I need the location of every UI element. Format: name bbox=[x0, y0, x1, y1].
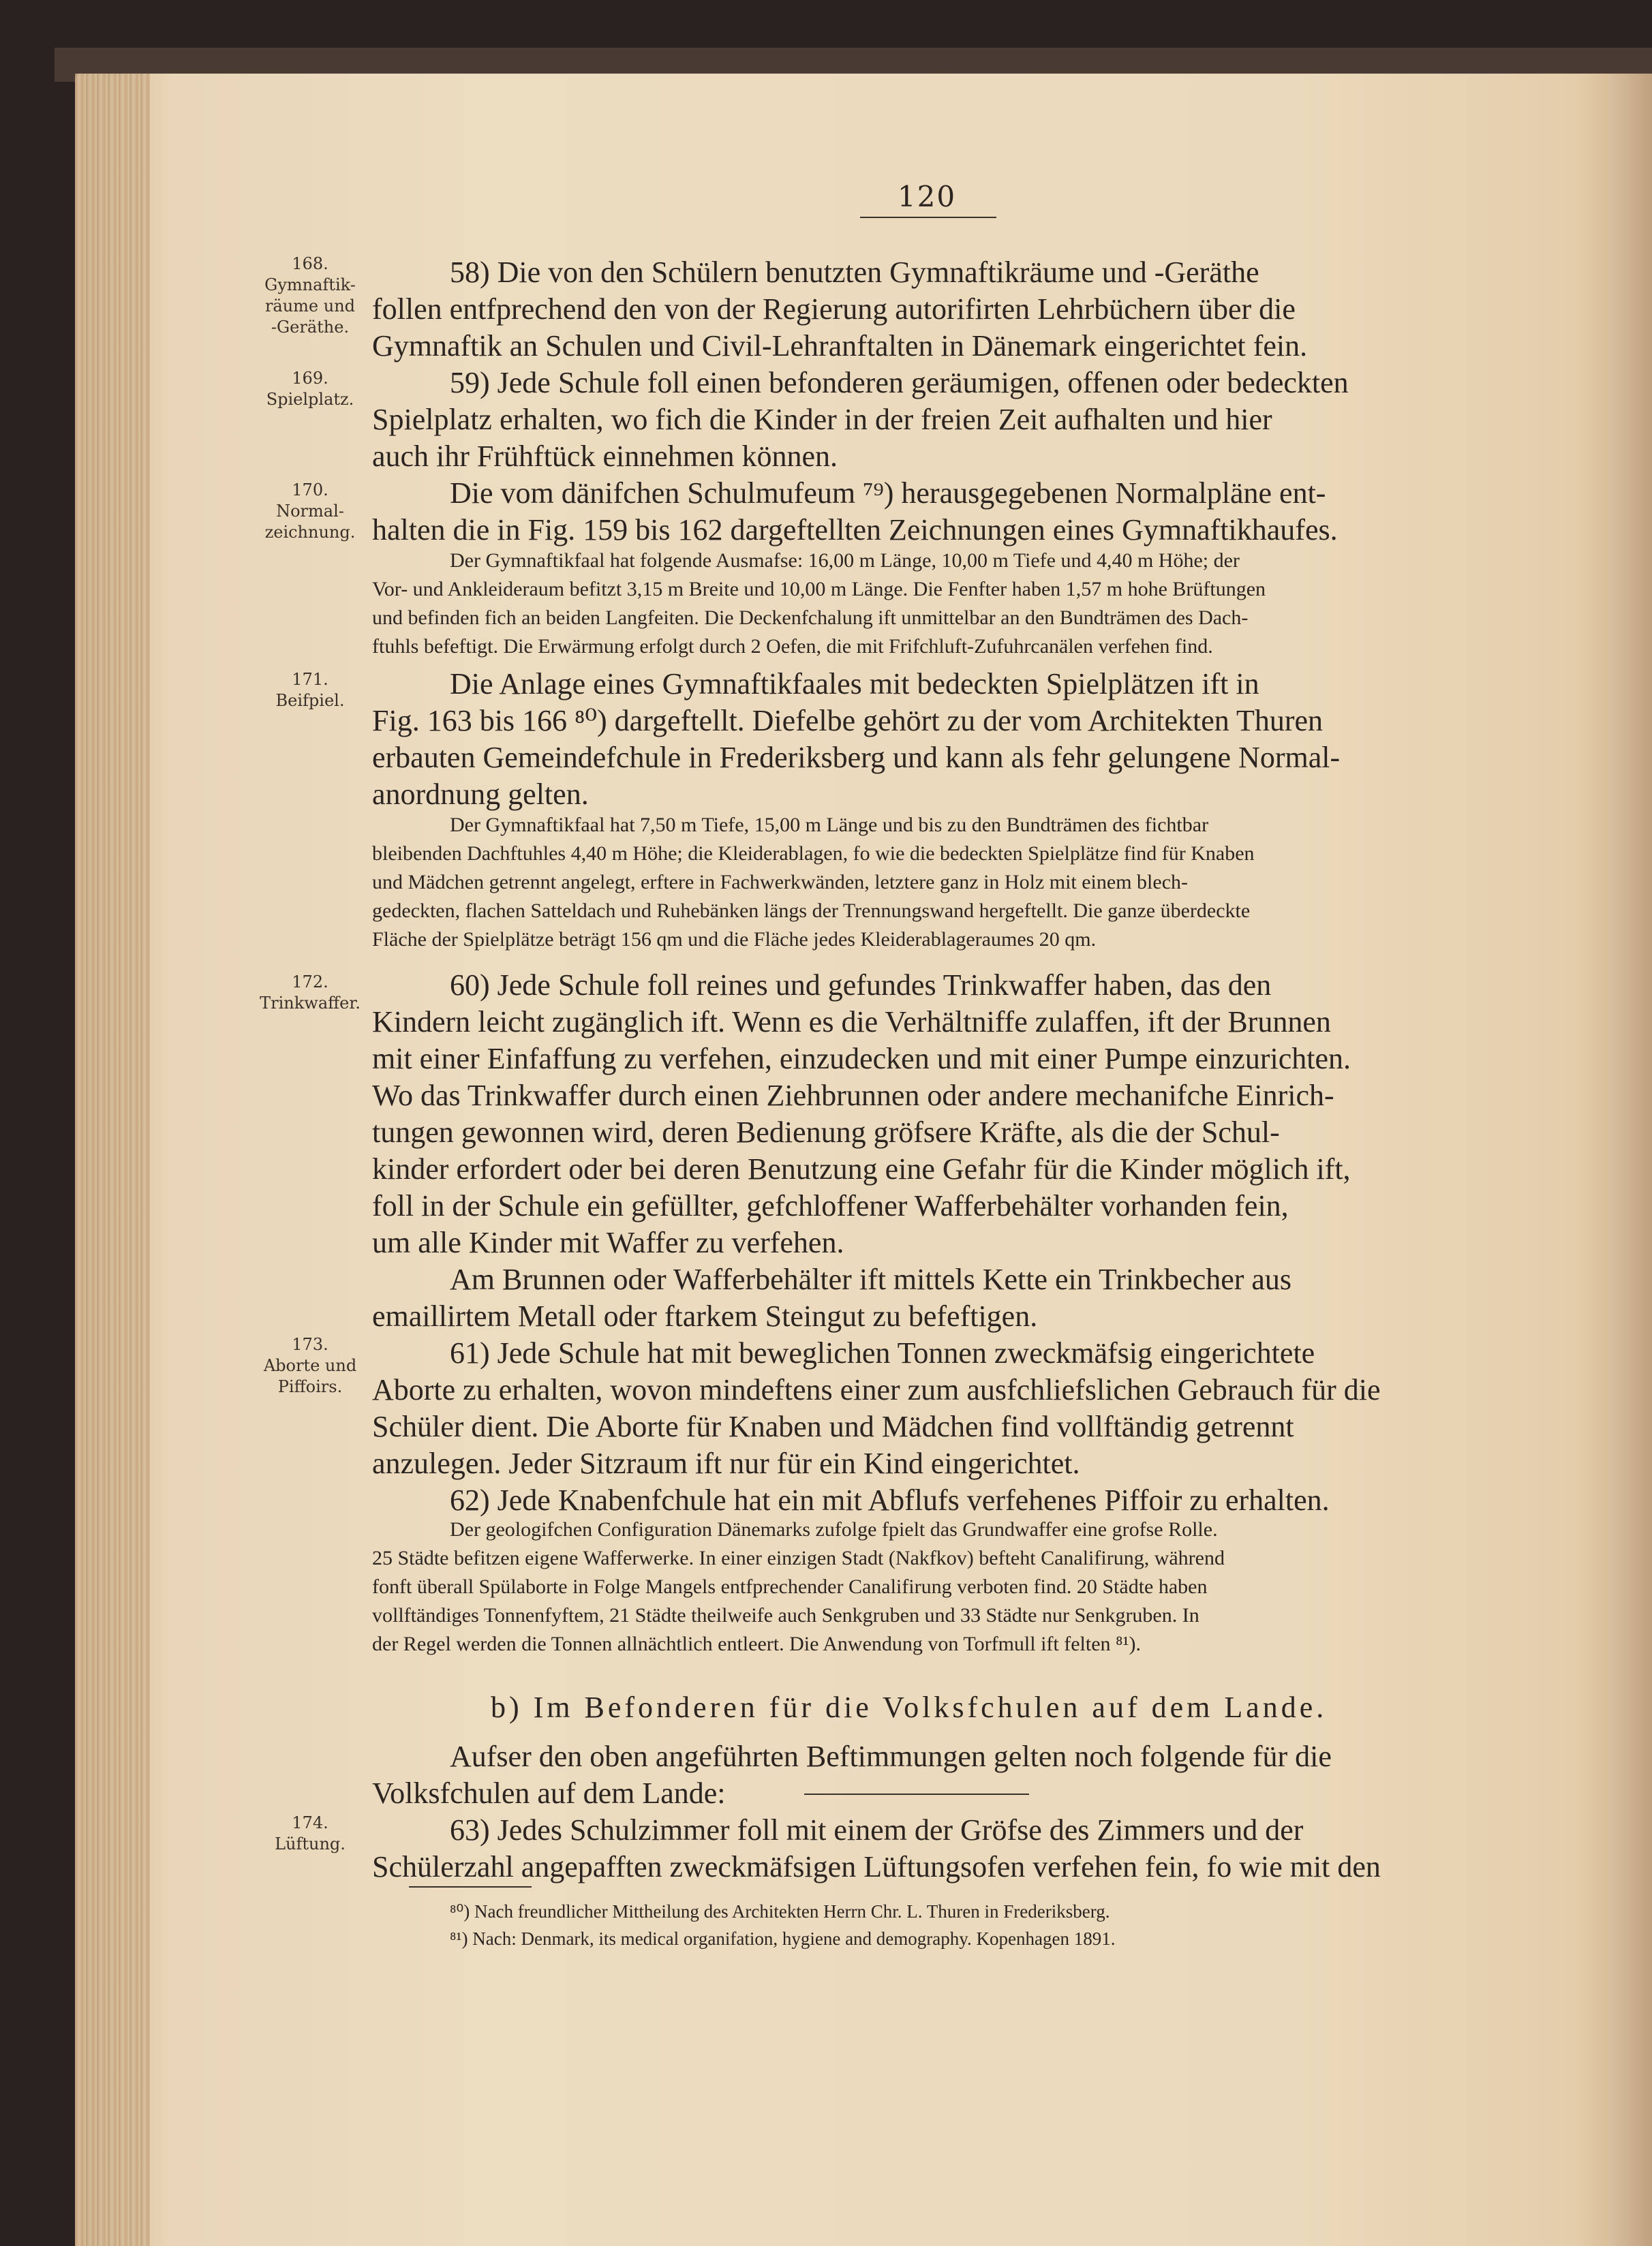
margin-note-168 bbox=[242, 253, 378, 338]
margin-note-171 bbox=[242, 669, 378, 711]
body-line: erbauten Gemeindefchule in Frederiksberg und kann als fehr gelungene Normal- bbox=[372, 741, 1341, 774]
body-line: 60) Jede Schule foll reines und gefundes Trinkwaffer haben, das den bbox=[450, 968, 1272, 1002]
small-line: der Regel werden die Tonnen allnächtlich entleert. Die Anwendung von Torfmull ift felten ⁸¹). bbox=[372, 1633, 1141, 1655]
body-line: Aufser den oben angeführten Beftimmungen gelten noch folgende für die bbox=[450, 1740, 1332, 1773]
body-line: Schüler dient. Die Aborte für Knaben und Mädchen find vollftändig getrennt bbox=[372, 1410, 1294, 1443]
margin-note-line: 173. bbox=[292, 1335, 328, 1354]
body-line: auch ihr Frühftück einnehmen können. bbox=[372, 440, 838, 473]
body-line: um alle Kinder mit Waffer zu verfehen. bbox=[372, 1226, 844, 1259]
margin-note-line: 172. bbox=[292, 972, 328, 991]
margin-note-line: 170. bbox=[292, 480, 328, 499]
small-line: Der Gymnaftikfaal hat 7,50 m Tiefe, 15,00 m Länge und bis zu den Bundträmen des fichtbar bbox=[450, 814, 1209, 836]
margin-note-line: Normal- bbox=[276, 502, 344, 521]
body-line: emaillirtem Metall oder ftarkem Steingut zu befeftigen. bbox=[372, 1299, 1038, 1333]
small-line: fonft überall Spülaborte in Folge Mangels entfprechender Canalifirung verboten find. 20 Städte haben bbox=[372, 1575, 1208, 1598]
body-line: Die vom dänifchen Schulmufeum ⁷⁹) herausgegebenen Normalpläne ent- bbox=[450, 476, 1326, 510]
body-line: Schülerzahl angepafften zweckmäfsigen Lüftungsofen verfehen fein, fo wie mit den bbox=[372, 1850, 1381, 1883]
body-line: Kindern leicht zugänglich ift. Wenn es die Verhältniffe zulaffen, ift der Brunnen bbox=[372, 1005, 1331, 1039]
page-number: 120 bbox=[897, 180, 957, 213]
footnote-80: ⁸⁰) Nach freundlicher Mittheilung des Architekten Herrn Chr. L. Thuren in Frederiksberg. bbox=[450, 1901, 1110, 1922]
margin-note-line: Lüftung. bbox=[275, 1834, 346, 1853]
body-line: 62) Jede Knabenfchule hat ein mit Abflufs verfehenes Piffoir zu erhalten. bbox=[450, 1483, 1330, 1517]
small-line: Der geologifchen Configuration Dänemarks zufolge fpielt das Grundwaffer eine grofse Rolle. bbox=[450, 1518, 1218, 1541]
margin-note-169 bbox=[242, 368, 378, 410]
body-line: Aborte zu erhalten, wovon mindeftens einer zum ausfchliefslichen Gebrauch für die bbox=[372, 1373, 1381, 1406]
body-line: Gymnaftik an Schulen und Civil-Lehranftalten in Dänemark eingerichtet fein. bbox=[372, 329, 1308, 363]
small-line: Fläche der Spielplätze beträgt 156 qm und die Fläche jedes Kleiderablageraumes 20 qm. bbox=[372, 928, 1097, 951]
margin-note-line: räume und bbox=[264, 296, 356, 316]
small-line: bleibenden Dachftuhles 4,40 m Höhe; die Kleiderablagen, fo wie die bedeckten Spielplätze find für Knaben bbox=[372, 842, 1255, 865]
body-line: foll in der Schule ein gefüllter, gefchloffener Wafferbehälter vorhanden fein, bbox=[372, 1189, 1289, 1222]
small-line: und Mädchen getrennt angelegt, erftere in Fachwerkwänden, letztere ganz in Holz mit einem blech- bbox=[372, 871, 1188, 893]
margin-note-173 bbox=[242, 1334, 378, 1398]
body-line: 61) Jede Schule hat mit beweglichen Tonnen zweckmäfsig eingerichtete bbox=[450, 1336, 1315, 1370]
body-line: 59) Jede Schule foll einen befonderen geräumigen, offenen oder bedeckten bbox=[450, 366, 1349, 399]
body-line: tungen gewonnen wird, deren Bedienung gröfsere Kräfte, als die der Schul- bbox=[372, 1116, 1280, 1149]
body-line: Volksfchulen auf dem Lande: bbox=[372, 1776, 726, 1810]
margin-note-line: Beifpiel. bbox=[275, 691, 345, 710]
footnote-81: ⁸¹) Nach: Denmark, its medical organifation, hygiene and demography. Kopenhagen 1891. bbox=[450, 1928, 1116, 1949]
margin-note-line: Piffoirs. bbox=[277, 1377, 343, 1396]
body-line: Die Anlage eines Gymnaftikfaales mit bedeckten Spielplätzen ift in bbox=[450, 667, 1259, 701]
body-line: 63) Jedes Schulzimmer foll mit einem der Gröfse des Zimmers und der bbox=[450, 1813, 1304, 1847]
small-line: und befinden fich an beiden Langfeiten. Die Deckenfchalung ift unmittelbar an den Bundträmen des Dach- bbox=[372, 606, 1249, 629]
body-line: Spielplatz erhalten, wo fich die Kinder in der freien Zeit aufhalten und hier bbox=[372, 403, 1272, 436]
margin-note-line: 168. bbox=[292, 254, 328, 273]
margin-note-line: Aborte und bbox=[263, 1356, 357, 1375]
margin-note-170 bbox=[242, 480, 378, 543]
body-line: anzulegen. Jeder Sitzraum ift nur für ein Kind eingerichtet. bbox=[372, 1447, 1080, 1480]
body-line: Wo das Trinkwaffer durch einen Ziehbrunnen oder andere mechanifche Einrich- bbox=[372, 1079, 1334, 1112]
margin-note-172 bbox=[242, 972, 378, 1014]
gutter-shadow bbox=[1608, 74, 1652, 2246]
small-line: vollftändiges Tonnenfyftem, 21 Städte theilweife auch Senkgruben und 33 Städte nur Senkgruben. In bbox=[372, 1604, 1199, 1627]
margin-note-line: Spielplatz. bbox=[266, 390, 354, 409]
small-line: ftuhls befeftigt. Die Erwärmung erfolgt durch 2 Oefen, die mit Frifchluft-Zufuhrcanälen verfehen find. bbox=[372, 635, 1213, 658]
margin-note-174 bbox=[242, 1813, 378, 1855]
small-line: gedeckten, flachen Satteldach und Ruhebänken längs der Trennungswand hergeftellt. Die ganze überdeckte bbox=[372, 899, 1251, 922]
margin-note-line: 174. bbox=[292, 1813, 328, 1832]
margin-note-line: Gymnaftik- bbox=[264, 275, 356, 294]
body-line: kinder erfordert oder bei deren Benutzung eine Gefahr für die Kinder möglich ift, bbox=[372, 1152, 1351, 1186]
body-line: mit einer Einfaffung zu verfehen, einzudecken und mit einer Pumpe einzurichten. bbox=[372, 1042, 1351, 1075]
page-number-rule bbox=[860, 217, 996, 218]
margin-note-line: Trinkwaffer. bbox=[260, 994, 361, 1013]
margin-note-line: -Geräthe. bbox=[271, 318, 350, 337]
margin-note-line: 169. bbox=[292, 369, 328, 388]
body-line: Am Brunnen oder Wafferbehälter ift mittels Kette ein Trinkbecher aus bbox=[450, 1263, 1292, 1296]
body-line: anordnung gelten. bbox=[372, 778, 589, 811]
footnote-rule bbox=[409, 1886, 532, 1888]
small-line: Vor- und Ankleideraum befitzt 3,15 m Breite und 10,00 m Länge. Die Fenfter haben 1,57 m hohe Brüftungen bbox=[372, 578, 1266, 600]
section-heading: b) Im Befonderen für die Volksfchulen auf dem Lande. bbox=[491, 1691, 1328, 1724]
page-edges bbox=[75, 74, 150, 2246]
margin-note-line: zeichnung. bbox=[264, 523, 356, 542]
body-line: 58) Die von den Schülern benutzten Gymnaftikräume und -Geräthe bbox=[450, 256, 1259, 289]
small-line: 25 Städte befitzen eigene Wafferwerke. In einer einzigen Stadt (Nakfkov) befteht Canalifirung, während bbox=[372, 1547, 1225, 1569]
small-line: Der Gymnaftikfaal hat folgende Ausmafse: 16,00 m Länge, 10,00 m Tiefe und 4,40 m Höhe; der bbox=[450, 549, 1240, 572]
margin-note-line: 171. bbox=[292, 670, 328, 689]
body-line: follen entfprechend den von der Regierung autorifirten Lehrbüchern über die bbox=[372, 292, 1296, 326]
body-line: Fig. 163 bis 166 ⁸⁰) dargeftellt. Diefelbe gehört zu der vom Architekten Thuren bbox=[372, 704, 1324, 737]
blank-rule bbox=[804, 1794, 1029, 1795]
body-line: halten die in Fig. 159 bis 162 dargeftellten Zeichnungen eines Gymnaftikhaufes. bbox=[372, 513, 1338, 547]
